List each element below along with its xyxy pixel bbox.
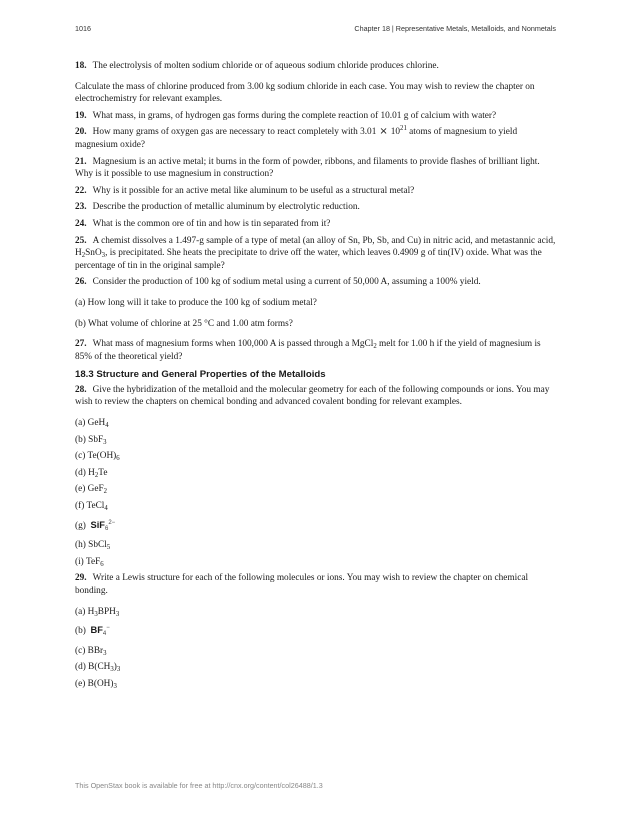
question-text: What mass of magnesium forms when 100,000 A is passed through a MgCl xyxy=(92,339,374,350)
question-number: 26. xyxy=(75,277,87,288)
question-text: The electrolysis of molten sodium chloride or of aqueous sodium chloride produces chlorine. xyxy=(92,61,439,71)
question-text-cont: , is precipitated. She heats the precipitate to drive off the water, which leaves 0.4909 g of tin(IV) oxide. What was the percentage of tin in the original sample? xyxy=(75,248,542,271)
option-label: (a) xyxy=(75,606,86,617)
running-title: Chapter 18 | Representative Metals, Metalloids, and Nonmetals xyxy=(354,24,556,33)
question-27 xyxy=(75,338,556,363)
page-number: 1016 xyxy=(75,24,91,33)
formula-part: B(OH) xyxy=(87,678,114,689)
page-content xyxy=(75,60,556,695)
q28-option-i xyxy=(75,556,556,569)
subscript: 6 xyxy=(116,455,120,463)
q28-option-f xyxy=(75,500,556,513)
question-text: Describe the production of metallic aluminum by electrolytic reduction. xyxy=(92,202,360,213)
formula-part: B(CH xyxy=(88,662,111,673)
question-number: 18. xyxy=(75,61,87,71)
subscript: 4 xyxy=(104,505,108,513)
subscript: 6 xyxy=(104,525,109,532)
subscript: 6 xyxy=(100,560,104,568)
power-exponent: 21 xyxy=(400,125,407,133)
subscript: 3 xyxy=(116,666,121,674)
page-header xyxy=(75,24,556,38)
question-18-follow: Calculate the mass of chlorine produced from 3.00 kg sodium chloride in each case. You may wish to review the chapter on electrochemistry for relevant examples. xyxy=(75,81,535,105)
option-label: (e) xyxy=(75,678,86,689)
question-text: How many grams of oxygen gas are necessary to react completely with 3.01 xyxy=(92,127,377,138)
q29-option-d xyxy=(75,661,556,674)
formula-part: BPH xyxy=(97,606,116,617)
subscript: 2 xyxy=(94,471,99,479)
formula-part: TeCl xyxy=(86,501,105,512)
question-number: 29. xyxy=(75,573,87,584)
subscript: 3 xyxy=(94,610,98,618)
question-text-cont: melt for 1.00 h if the yield of magnesium is 85% of the theoretical yield? xyxy=(75,339,541,362)
formula-part: TeF xyxy=(85,556,101,567)
question-26 xyxy=(75,276,556,289)
q28-option-d xyxy=(75,467,556,480)
option-label: (c) xyxy=(75,645,86,656)
subscript: 3 xyxy=(101,252,106,260)
question-29 xyxy=(75,572,556,597)
question-text-cont: atoms of magnesium to yield magnesium oxide? xyxy=(75,127,518,150)
q28-option-a xyxy=(75,417,556,430)
formula-part: Te(OH) xyxy=(87,451,117,462)
subscript: 4 xyxy=(102,631,107,638)
times-symbol: × xyxy=(379,126,388,138)
subscript: 2 xyxy=(373,343,377,351)
question-text: What mass, in grams, of hydrogen gas forms during the complete reaction of 10.01 g of calcium with water? xyxy=(92,110,497,121)
question-text: What is the common ore of tin and how is tin separated from it? xyxy=(92,218,331,229)
ion-charge: − xyxy=(106,625,110,632)
question-number: 27. xyxy=(75,339,87,350)
question-26-part-a: (a) How long will it take to produce the 100 kg of sodium metal? xyxy=(75,297,317,308)
question-text: Magnesium is an active metal; it burns in the form of powder, ribbons, and filaments to provide flashes of brilliant light. Why is it possible to use magnesium in construction? xyxy=(75,156,540,180)
question-number: 20. xyxy=(75,127,87,138)
option-label: (b) xyxy=(75,434,86,445)
question-20 xyxy=(75,126,556,151)
option-label: (b) xyxy=(75,626,86,637)
option-label: (f) xyxy=(75,501,85,512)
option-label: (h) xyxy=(75,540,86,551)
option-label: (i) xyxy=(75,556,84,567)
subscript: 2 xyxy=(103,488,108,496)
subscript: 3 xyxy=(110,666,114,674)
question-text: A chemist dissolves a 1.497-g sample of a type of metal (an alloy of Sn, Pb, Sb, and Cu) in nitric acid, and metastannic acid, H xyxy=(75,235,556,259)
option-label: (d) xyxy=(75,467,86,478)
q28-option-h xyxy=(75,539,556,552)
question-text: Consider the production of 100 kg of sodium metal using a current of 50,000 A, assuming a 100% yield. xyxy=(92,277,481,288)
question-25 xyxy=(75,235,556,273)
option-label: (c) xyxy=(75,451,86,462)
question-19 xyxy=(75,110,556,123)
q28-option-e xyxy=(75,483,556,496)
question-18 xyxy=(75,60,556,73)
question-number: 28. xyxy=(75,384,87,395)
q28-option-g xyxy=(75,517,556,536)
formula-part: SnO xyxy=(85,248,102,259)
subscript: 3 xyxy=(103,438,107,446)
option-label: (g) xyxy=(75,520,86,531)
question-text: Write a Lewis structure for each of the following molecules or ions. You may wish to review the chapter on chemical bonding. xyxy=(75,573,529,596)
formula-part: SbCl xyxy=(88,540,107,551)
formula-part: Te xyxy=(98,467,108,478)
question-number: 21. xyxy=(75,156,87,167)
question-24 xyxy=(75,218,556,231)
formula-part: BF xyxy=(90,625,103,636)
formula-part: GeH xyxy=(87,418,106,429)
section-heading: 18.3 Structure and General Properties of the Metalloids xyxy=(75,369,326,381)
question-21 xyxy=(75,156,556,181)
subscript: 3 xyxy=(113,682,117,690)
q28-option-c xyxy=(75,450,556,463)
question-28 xyxy=(75,384,556,409)
formula-part: SbF xyxy=(88,434,104,445)
question-number: 23. xyxy=(75,202,87,213)
formula-part: H xyxy=(87,606,95,617)
formula-part: H xyxy=(88,467,95,478)
q29-option-a xyxy=(75,606,556,619)
option-label: (a) xyxy=(75,418,86,429)
question-number: 19. xyxy=(75,110,87,121)
question-text: Give the hybridization of the metalloid and the molecular geometry for each of the following compounds or ions. You may wish to review the chapters on chemical bonding and advanced covalent bonding for relevant examples. xyxy=(75,384,550,408)
option-label: (d) xyxy=(75,662,86,673)
formula-part: BBr xyxy=(87,645,104,656)
subscript: 5 xyxy=(106,544,111,552)
question-number: 24. xyxy=(75,218,87,229)
formula-part: SiF xyxy=(90,519,105,530)
question-text: Why is it possible for an active metal like aluminum to be useful as a structural metal? xyxy=(92,185,415,196)
subscript: 3 xyxy=(103,649,107,657)
formula-part: ) xyxy=(113,662,117,673)
subscript: 4 xyxy=(105,422,109,430)
question-26-part-b: (b) What volume of chlorine at 25 °C and 1.00 atm forms? xyxy=(75,318,293,329)
page-footer: This OpenStax book is available for free at http://cnx.org/content/col26488/1.3 xyxy=(75,781,323,790)
question-number: 25. xyxy=(75,235,87,246)
q29-option-e xyxy=(75,678,556,691)
question-23 xyxy=(75,201,556,214)
question-number: 22. xyxy=(75,185,87,196)
formula-part: GeF xyxy=(87,484,104,495)
q28-option-b xyxy=(75,434,556,447)
q29-option-c xyxy=(75,645,556,658)
ion-charge: 2− xyxy=(108,519,116,526)
power-base: 10 xyxy=(390,127,401,138)
subscript: 3 xyxy=(115,610,120,618)
subscript: 2 xyxy=(81,252,86,260)
q29-option-b xyxy=(75,622,556,641)
question-22 xyxy=(75,185,556,198)
option-label: (e) xyxy=(75,484,86,495)
